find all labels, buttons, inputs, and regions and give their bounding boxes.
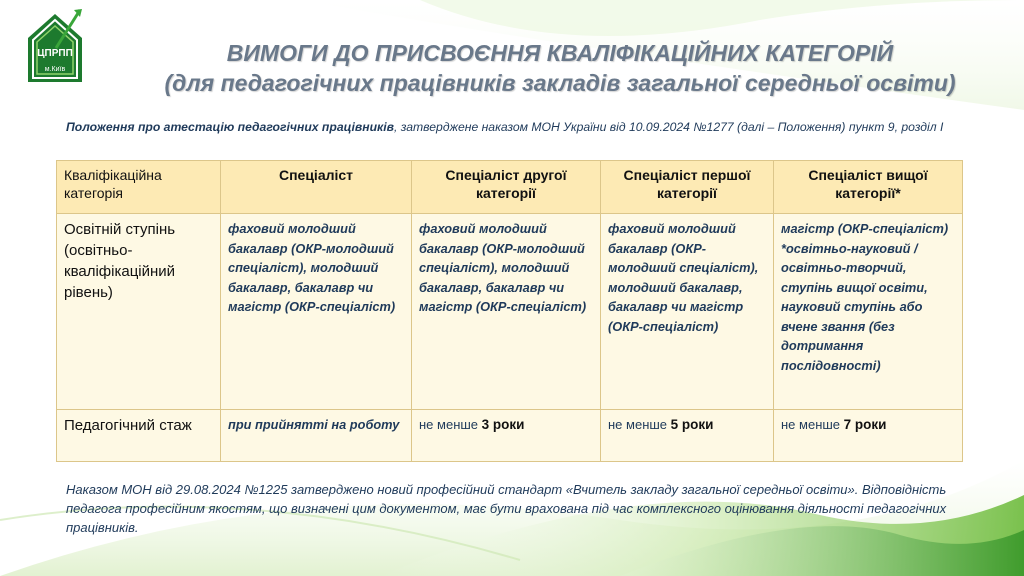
experience-highest [774, 410, 963, 462]
row-label-experience: Педагогічний стаж [57, 410, 221, 462]
row-label-education: Освітній ступінь (освітньо-кваліфікаційний рівень) [57, 214, 221, 410]
footnote-standard: Наказом МОН від 29.08.2024 №1225 затверджено новий професійний стандарт «Вчитель закладу загальної середньої освіти». Відповідність педагога професійним якостям, що визначені цим документом, має бути врахована під час комплексного оцінювання діяльності педагогічних працівників. [66, 482, 947, 535]
header-category: Кваліфікаційна категорія [57, 161, 221, 214]
slide-title-line1: ВИМОГИ ДО ПРИСВОЄННЯ КВАЛІФІКАЦІЙНИХ КАТЕГОРІЙ [226, 40, 894, 66]
header-specialist-highest: Спеціаліст вищої категорії* [774, 161, 963, 214]
education-highest: магістр (ОКР-спеціаліст) *освітньо-науковий / освітньо-творчий, ступінь вищої освіти, науковий ступінь або вчене звання (без дотримання послідовності) [774, 214, 963, 410]
organization-logo [22, 8, 88, 88]
slide-title [120, 38, 1000, 98]
experience-prefix: не менше [781, 417, 841, 432]
header-specialist-first: Спеціаліст першої категорії [601, 161, 774, 214]
experience-second-value: 3 роки [481, 417, 525, 432]
table-row-experience [57, 410, 963, 462]
header-specialist: Спеціаліст [221, 161, 412, 214]
experience-prefix: не менше [608, 417, 668, 432]
experience-first-value: 5 роки [670, 417, 714, 432]
qualification-requirements-table [56, 160, 963, 462]
experience-specialist: при прийнятті на роботу [221, 410, 412, 462]
experience-highest-value: 7 роки [843, 417, 887, 432]
regulation-details: , затверджене наказом МОН України від 10.09.2024 №1277 (далі – Положення) пункт 9, розділ I [393, 120, 944, 134]
education-second: фаховий молодший бакалавр (ОКР-молодший спеціаліст), молодший бакалавр, бакалавр чи магістр (ОКР-спеціаліст) [412, 214, 601, 410]
logo-text-bottom: м.Київ [44, 66, 66, 73]
experience-prefix: не менше [419, 417, 479, 432]
experience-second [412, 410, 601, 462]
table-header-row [57, 161, 963, 214]
education-first: фаховий молодший бакалавр (ОКР-молодший спеціаліст), молодший бакалавр, бакалавр чи магістр (ОКР-спеціаліст) [601, 214, 774, 410]
slide-title-line2: (для педагогічних працівників закладів загальної середньої освіти) [164, 70, 956, 96]
education-specialist: фаховий молодший бакалавр (ОКР-молодший спеціаліст), молодший бакалавр, бакалавр чи магістр (ОКР-спеціаліст) [221, 214, 412, 410]
header-specialist-second: Спеціаліст другої категорії [412, 161, 601, 214]
regulation-name: Положення про атестацію педагогічних працівників [66, 120, 394, 134]
logo-text-top: ЦПРПП [37, 48, 73, 59]
table-row-education [57, 214, 963, 410]
regulation-reference [66, 119, 966, 136]
experience-first [601, 410, 774, 462]
